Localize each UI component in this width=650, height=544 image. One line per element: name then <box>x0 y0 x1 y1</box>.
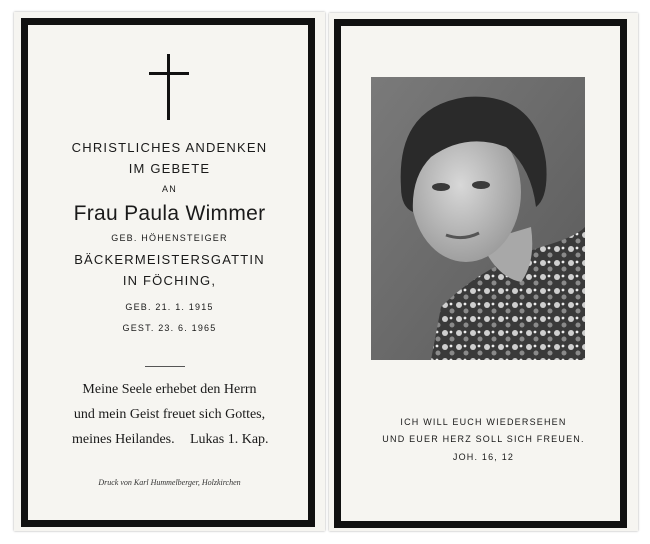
heading-line-2: IM GEBETE <box>128 161 211 176</box>
cross-icon <box>149 54 189 120</box>
maiden-name: GEB. HÖHENSTEIGER <box>111 233 228 243</box>
heading-line-1: CHRISTLICHES ANDENKEN <box>71 140 268 155</box>
verse-line-2: und mein Geist freuet sich Gottes, <box>73 407 266 422</box>
quote-reference: JOH. 16, 12 <box>452 452 515 462</box>
birth-date: GEB. 21. 1. 1915 <box>125 302 214 312</box>
location: IN FÖCHING, <box>122 273 217 288</box>
verse-reference: Lukas 1. Kap. <box>190 432 269 447</box>
deceased-name: Frau Paula Wimmer <box>73 202 266 225</box>
divider <box>145 366 185 367</box>
occupation: BÄCKERMEISTERSGATTIN <box>74 252 265 267</box>
memorial-card-right <box>329 13 638 531</box>
portrait-photo <box>371 77 585 360</box>
quote-line-1: ICH WILL EUCH WIEDERSEHEN <box>400 417 567 427</box>
death-date: GEST. 23. 6. 1965 <box>122 323 217 333</box>
heading-line-3: AN <box>162 184 177 194</box>
quote-line-2: UND EUER HERZ SOLL SICH FREUEN. <box>382 434 585 444</box>
verse-line-1: Meine Seele erhebet den Herrn <box>82 382 257 397</box>
memorial-card-left <box>14 12 325 531</box>
printer-credit: Druck von Karl Hummelberger, Holzkirchen <box>98 478 241 487</box>
verse-line-3: meines Heilandes. <box>72 432 175 447</box>
